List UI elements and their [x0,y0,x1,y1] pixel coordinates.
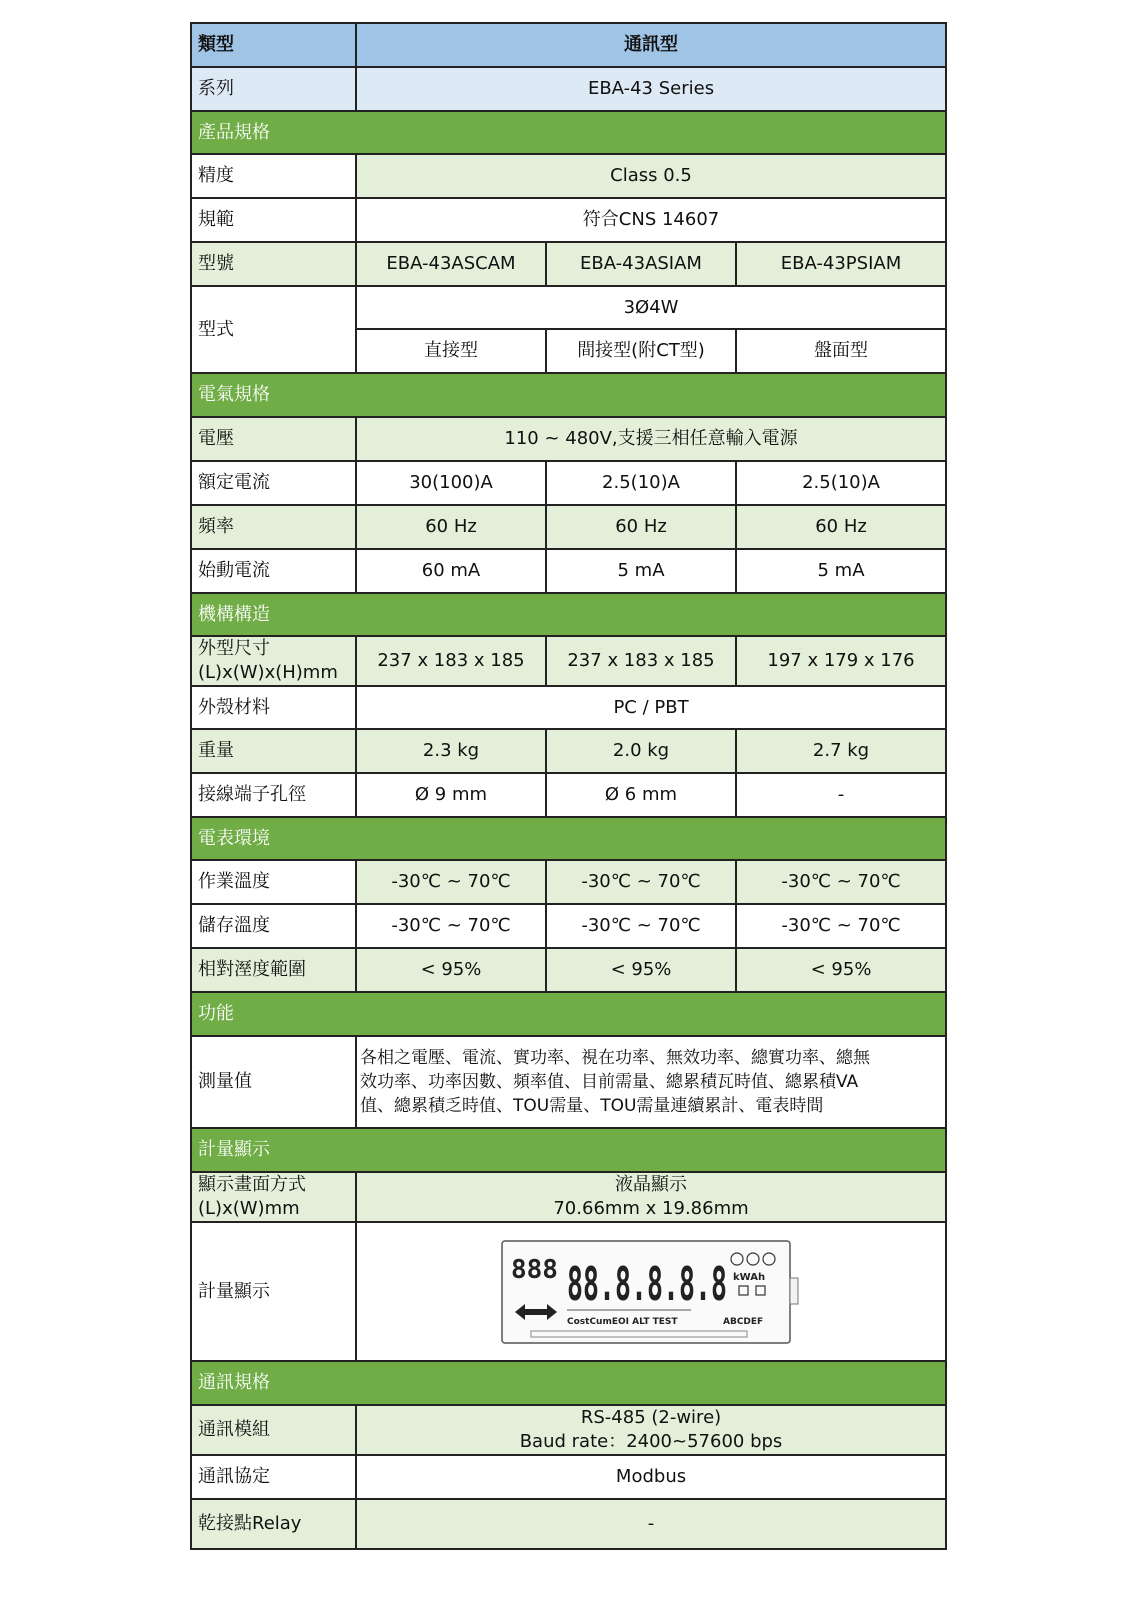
dim-3: 197 x 179 x 176 [736,636,946,686]
row-st-temp [191,904,946,948]
row-relay [191,1499,946,1549]
start-3: 5 mA [736,549,946,593]
type-label: 類型 [191,23,356,67]
model-2: EBA-43ASIAM [546,242,736,286]
section-display-title: 計量顯示 [191,1128,946,1172]
section-comm [191,1361,946,1405]
material-label: 外殼材料 [191,686,356,729]
row-measure [191,1036,946,1128]
row-form-wiring [191,286,946,329]
standard-value: 符合CNS 14607 [356,198,946,242]
row-series [191,67,946,111]
dim-2: 237 x 183 x 185 [546,636,736,686]
voltage-label: 電壓 [191,417,356,461]
start-label: 始動電流 [191,549,356,593]
model-1: EBA-43ASCAM [356,242,546,286]
display-method-value-line-1: 液晶顯示 [615,1174,688,1195]
humidity-label: 相對溼度範圍 [191,948,356,992]
section-display [191,1128,946,1172]
display-method-label-line-2: (L)x(W)mm [198,1198,300,1219]
op-temp-label: 作業溫度 [191,860,356,904]
display-method-label-line-1: 顯示畫面方式 [198,1174,306,1195]
material-value: PC / PBT [356,686,946,729]
lcd-indicators: CostCumEOI ALT TEST [567,1316,678,1327]
section-electrical-title: 電氣規格 [191,373,946,417]
module-label: 通訊模組 [191,1405,356,1455]
dim-label [191,636,356,686]
row-dimensions [191,636,946,686]
measure-value [356,1036,946,1128]
protocol-label: 通訊協定 [191,1455,356,1499]
start-2: 5 mA [546,549,736,593]
weight-1: 2.3 kg [356,729,546,773]
dim-1: 237 x 183 x 185 [356,636,546,686]
st-temp-1: -30℃ ~ 70℃ [356,904,546,948]
row-current [191,461,946,505]
form-label: 型式 [191,286,356,373]
op-temp-2: -30℃ ~ 70℃ [546,860,736,904]
terminal-2: Ø 6 mm [546,773,736,817]
lcd-left-digits: 888 [511,1254,558,1285]
weight-label: 重量 [191,729,356,773]
measure-line-2: 效功率、功率因數、頻率值、目前需量、總累積瓦時值、總累積VA [360,1072,859,1092]
humidity-2: < 95% [546,948,736,992]
wiring-value: 3Ø4W [356,286,946,329]
display-method-value [356,1172,946,1222]
humidity-1: < 95% [356,948,546,992]
terminal-1: Ø 9 mm [356,773,546,817]
terminal-label: 接線端子孔徑 [191,773,356,817]
spec-table [190,22,947,1550]
section-comm-title: 通訊規格 [191,1361,946,1405]
section-function [191,992,946,1036]
row-lcd [191,1222,946,1361]
row-module [191,1405,946,1455]
row-display-method [191,1172,946,1222]
row-weight [191,729,946,773]
weight-2: 2.0 kg [546,729,736,773]
section-product-title: 產品規格 [191,111,946,154]
display-method-label [191,1172,356,1222]
row-accuracy [191,154,946,198]
section-environment-title: 電表環境 [191,817,946,860]
type-value: 通訊型 [356,23,946,67]
section-environment [191,817,946,860]
model-3: EBA-43PSIAM [736,242,946,286]
row-type [191,23,946,67]
model-label: 型號 [191,242,356,286]
current-label: 額定電流 [191,461,356,505]
row-start-current [191,549,946,593]
op-temp-3: -30℃ ~ 70℃ [736,860,946,904]
lcd-cell [356,1222,946,1361]
row-voltage [191,417,946,461]
measure-label: 測量值 [191,1036,356,1128]
dim-label-line-1: 外型尺寸 [198,638,270,659]
frequency-3: 60 Hz [736,505,946,549]
row-model [191,242,946,286]
protocol-value: Modbus [356,1455,946,1499]
module-value-line-2: Baud rate：2400~57600 bps [519,1431,783,1452]
standard-label: 規範 [191,198,356,242]
st-temp-3: -30℃ ~ 70℃ [736,904,946,948]
measure-line-3: 值、總累積乏時值、TOU需量、TOU需量連續累計、電表時間 [360,1096,824,1116]
section-mechanical-title: 機構構造 [191,593,946,636]
row-op-temp [191,860,946,904]
section-product [191,111,946,154]
display-label: 計量顯示 [191,1222,356,1361]
current-3: 2.5(10)A [736,461,946,505]
relay-label: 乾接點Relay [191,1499,356,1549]
section-mechanical [191,593,946,636]
current-2: 2.5(10)A [546,461,736,505]
lcd-display-illustration [501,1240,801,1344]
start-1: 60 mA [356,549,546,593]
op-temp-1: -30℃ ~ 70℃ [356,860,546,904]
display-method-value-line-2: 70.66mm x 19.86mm [553,1198,749,1219]
accuracy-label: 精度 [191,154,356,198]
lcd-main-digits: 88.8.8.8.8 [567,1256,728,1311]
current-1: 30(100)A [356,461,546,505]
frequency-label: 頻率 [191,505,356,549]
form-3: 盤面型 [736,329,946,373]
humidity-3: < 95% [736,948,946,992]
voltage-value: 110 ~ 480V,支援三相任意輸入電源 [356,417,946,461]
form-1: 直接型 [356,329,546,373]
row-material [191,686,946,729]
module-value-line-1: RS-485 (2-wire) [580,1407,722,1428]
st-temp-label: 儲存溫度 [191,904,356,948]
accuracy-value: Class 0.5 [356,154,946,198]
dim-label-line-2: (L)x(W)x(H)mm [198,662,338,683]
measure-line-1: 各相之電壓、電流、實功率、視在功率、無效功率、總實功率、總無 [360,1048,870,1068]
frequency-2: 60 Hz [546,505,736,549]
weight-3: 2.7 kg [736,729,946,773]
series-value: EBA-43 Series [356,67,946,111]
row-humidity [191,948,946,992]
relay-value: - [356,1499,946,1549]
terminal-3: - [736,773,946,817]
module-value [356,1405,946,1455]
lcd-letters: ABCDEF [723,1316,764,1327]
section-function-title: 功能 [191,992,946,1036]
row-frequency [191,505,946,549]
lcd-units: kWAh [733,1271,766,1283]
lcd-wrap [357,1240,945,1344]
form-2: 間接型(附CT型) [546,329,736,373]
row-protocol [191,1455,946,1499]
frequency-1: 60 Hz [356,505,546,549]
series-label: 系列 [191,67,356,111]
st-temp-2: -30℃ ~ 70℃ [546,904,736,948]
row-terminal [191,773,946,817]
row-standard [191,198,946,242]
section-electrical [191,373,946,417]
